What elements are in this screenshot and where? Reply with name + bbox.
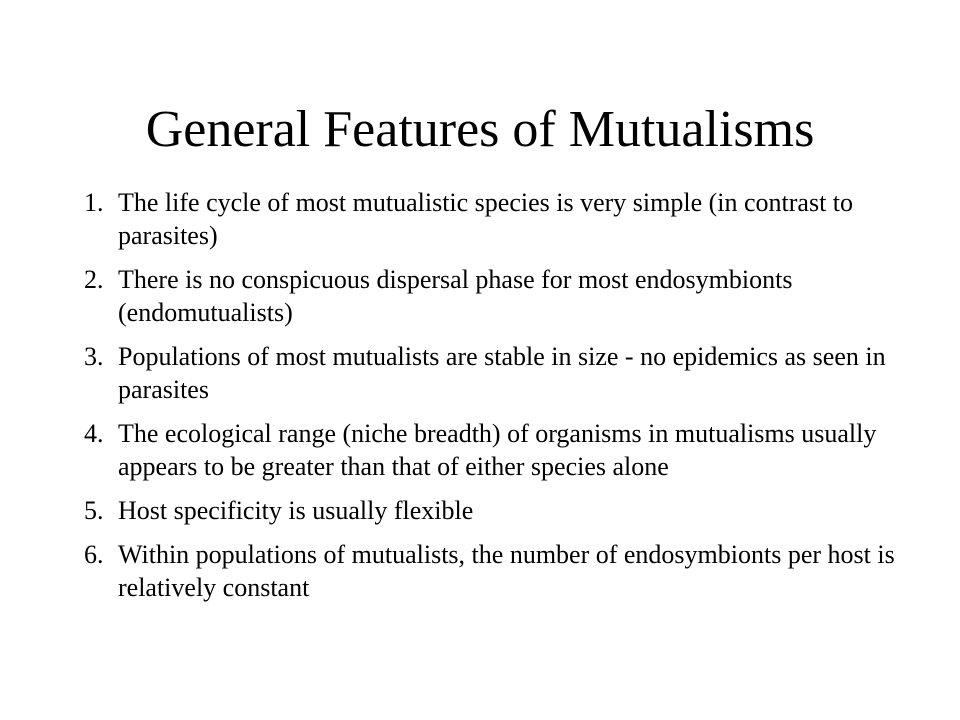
list-item [84, 494, 904, 527]
item-number: 1. [84, 188, 104, 217]
list-item [84, 340, 904, 406]
item-text: The life cycle of most mutualistic species is very simple (in contrast to parasites) [118, 188, 854, 250]
feature-list [84, 186, 904, 615]
item-text: Host specificity is usually flexible [118, 496, 474, 525]
item-number: 3. [84, 342, 104, 371]
list-item [84, 263, 904, 329]
item-number: 4. [84, 419, 104, 448]
item-text: The ecological range (niche breadth) of organisms in mutualisms usually appears to be greater than that of either species alone [118, 419, 877, 481]
slide-title: General Features of Mutualisms [145, 101, 815, 158]
list-item [84, 186, 904, 252]
item-text: Populations of most mutualists are stable in size - no epidemics as seen in parasites [118, 342, 886, 404]
list-item [84, 417, 904, 483]
item-number: 6. [84, 540, 104, 569]
item-text: Within populations of mutualists, the number of endosymbionts per host is relatively constant [118, 540, 895, 602]
item-number: 2. [84, 265, 104, 294]
item-text: There is no conspicuous dispersal phase for most endosymbionts (endomutualists) [118, 265, 793, 327]
item-number: 5. [84, 496, 104, 525]
list-item [84, 538, 904, 604]
